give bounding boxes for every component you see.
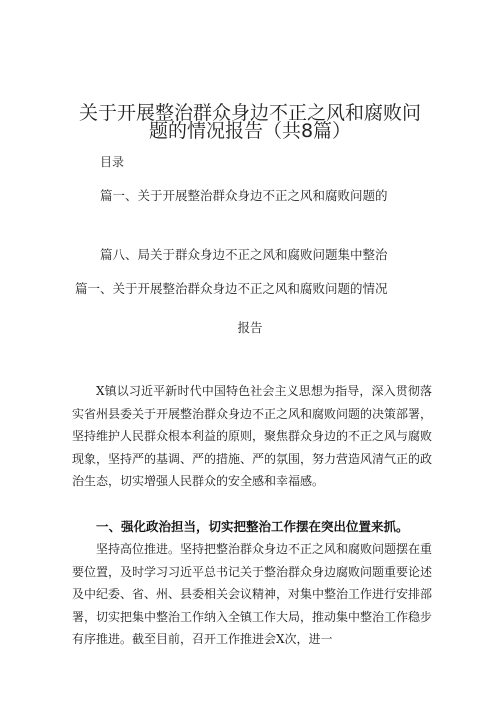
body-paragraph-1: X镇以习近平新时代中国特色社会主义思想为指导，深入贯彻落实省州县委关于开展整治群众身边不正之风和腐败问题的决策部署，坚持维护人民群众根本利益的原则，聚焦群众身边的不正之风与腐败现象，坚持严的基调、严的措施、严的氛围，努力营造风清气正的政治生态，切实增强人民群众的安全感和幸福感。 <box>72 384 433 489</box>
body-paragraph-2: 坚持高位推进。坚持把整治群众身边不正之风和腐败问题摆在重要位置，及时学习习近平总书记关于整治群众身边腐败问题重要论述及中纪委、省、州、县委相关会议精神，对集中整治工作进行安排部署，切实把集中整治工作纳入全镇工作大局，推动集中整治工作稳步有序推进。截至目前，召开工作推进会X次，进一 <box>72 542 433 647</box>
toc-item-8[interactable]: 篇八、局关于群众身边不正之风和腐败问题集中整治 <box>100 247 388 262</box>
section-title-line2: 报告 <box>237 320 263 335</box>
document-title-line1: 关于开展整治群众身边不正之风和腐败问 <box>78 102 421 124</box>
toc-label: 目录 <box>100 155 125 169</box>
section-heading-1: 一、强化政治担当，切实把整治工作摆在突出位置来抓。 <box>96 519 409 534</box>
document-title-line2: 题的情况报告（共8篇） <box>148 120 352 142</box>
section-title-line1: 篇一、关于开展整治群众身边不正之风和腐败问题的情况 <box>75 281 388 296</box>
toc-item-1[interactable]: 篇一、关于开展整治群众身边不正之风和腐败问题的 <box>100 188 388 203</box>
